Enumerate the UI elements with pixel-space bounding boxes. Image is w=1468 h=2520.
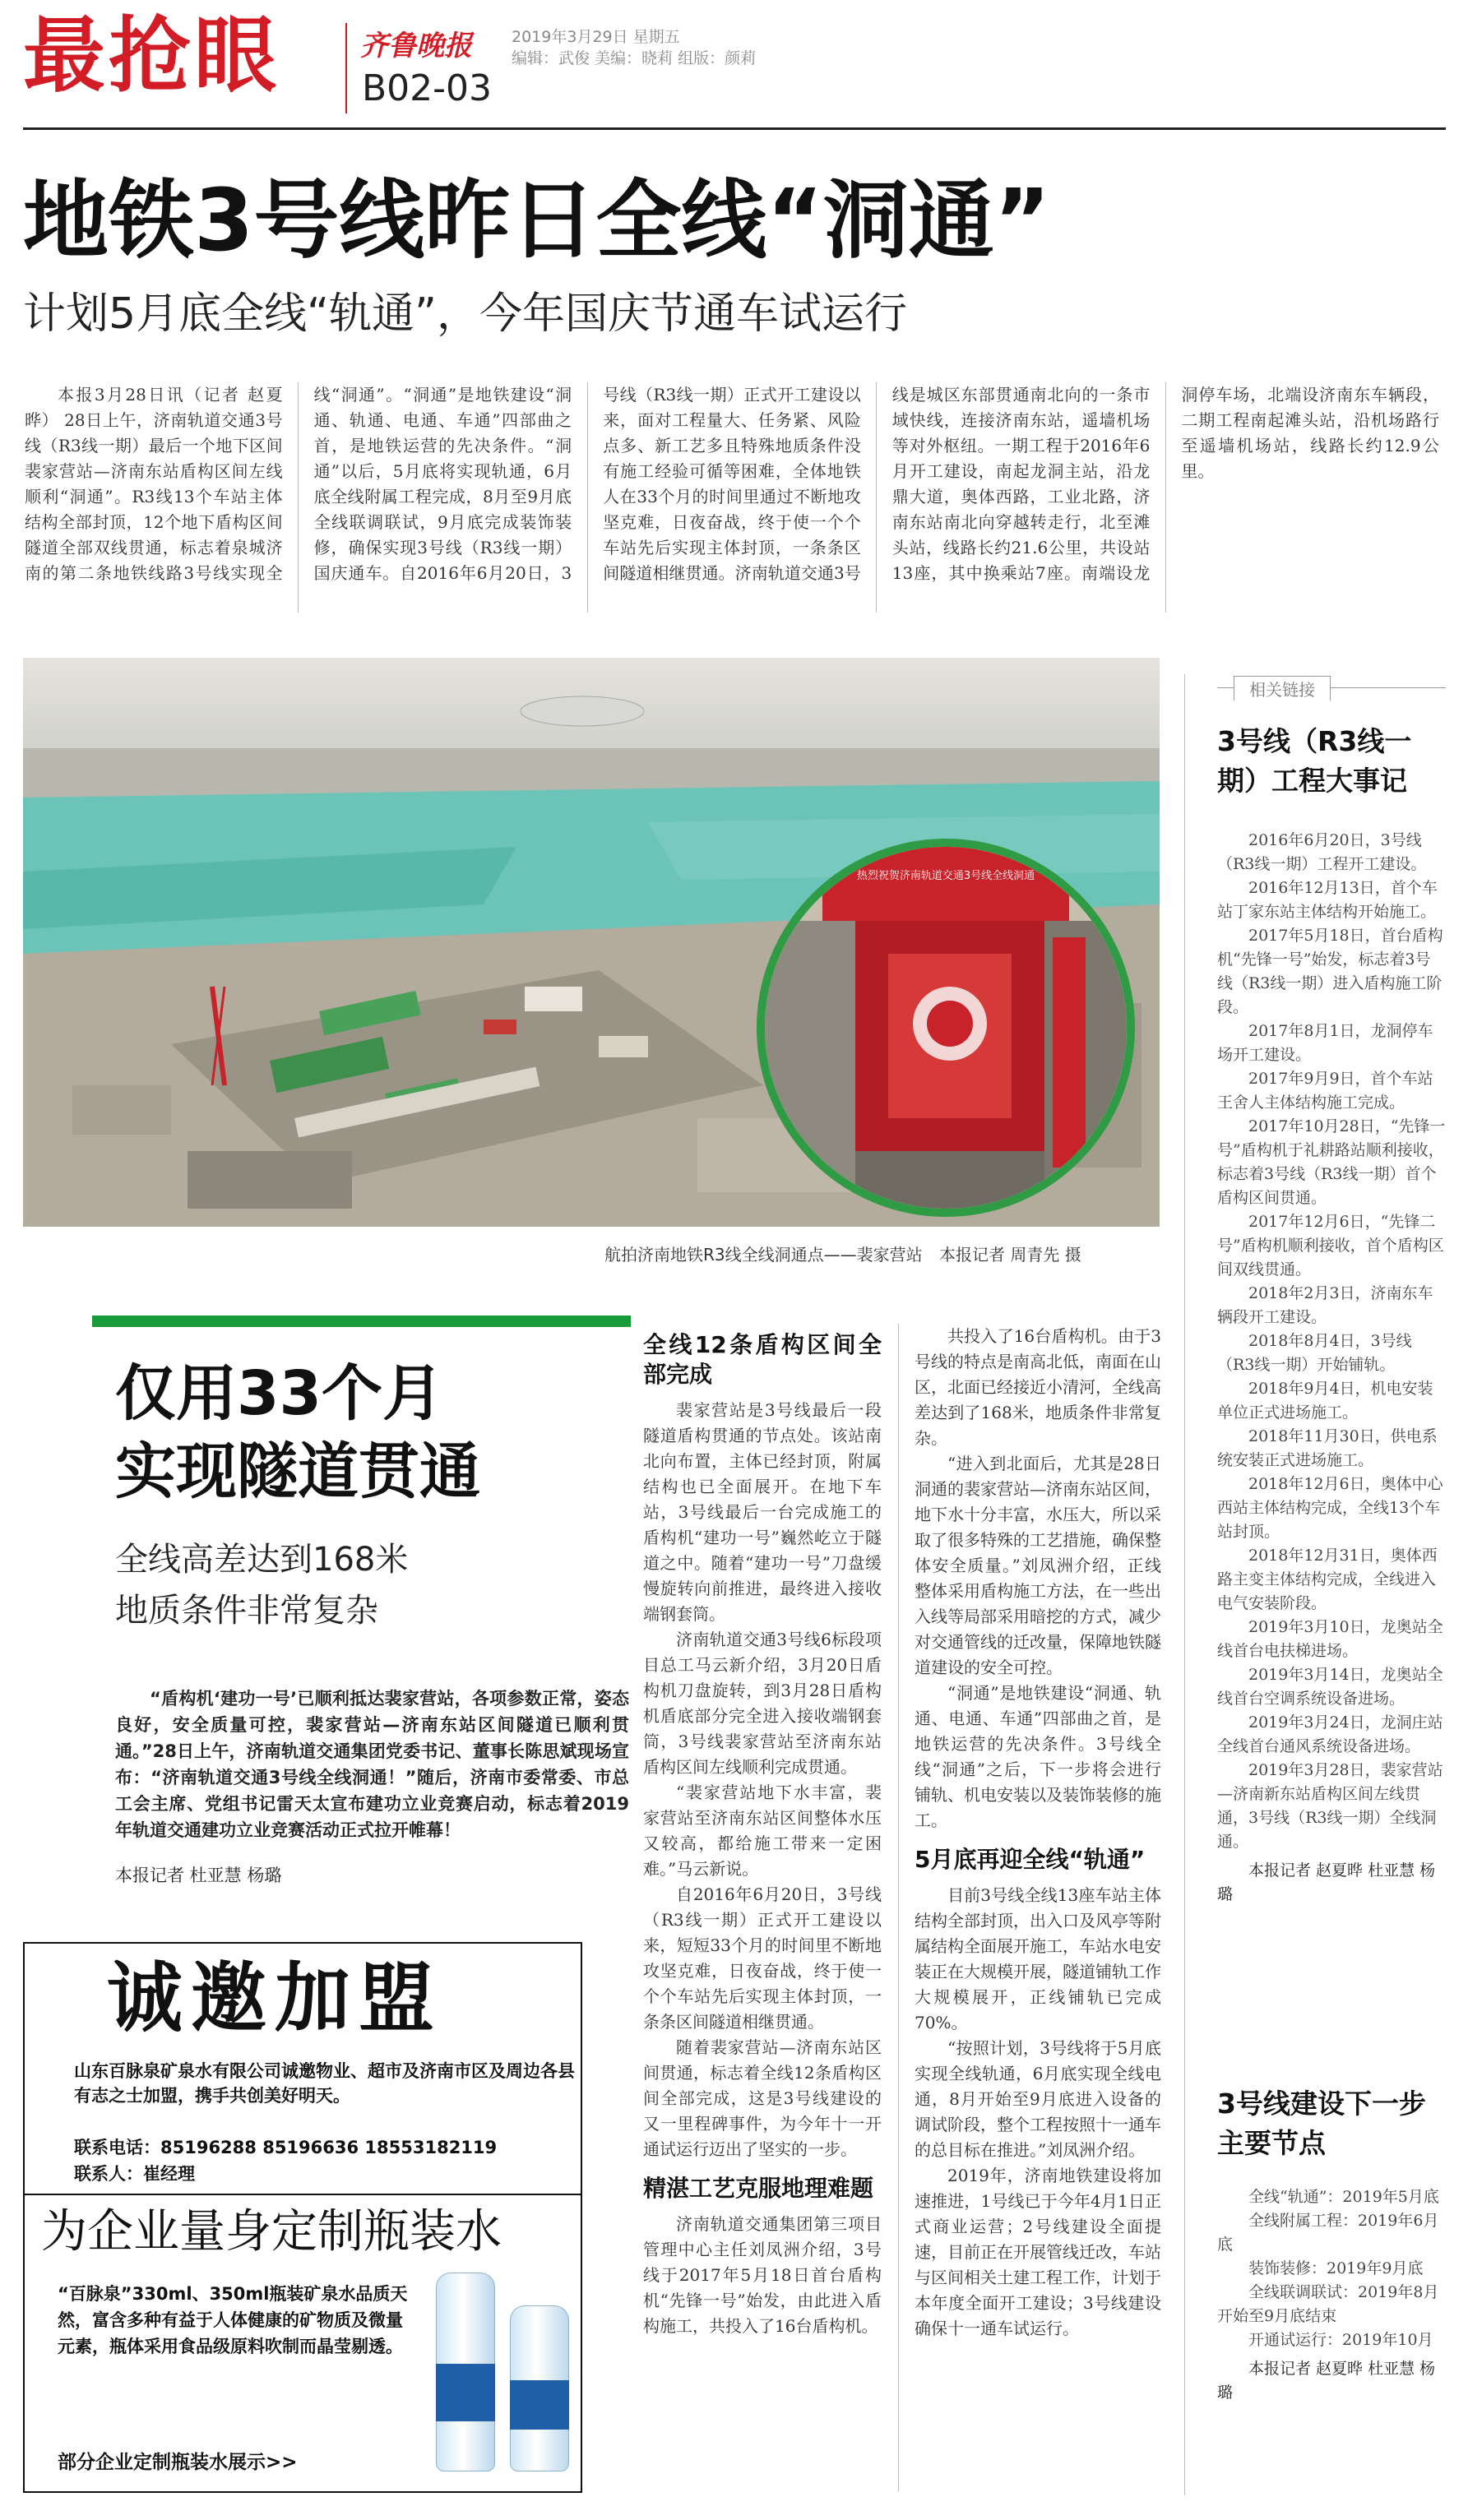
ad-title-2: 为企业量身定制瓶装水: [41, 2205, 502, 2259]
timeline-item: 2019年3月14日，龙奥站全线首台空调系统设备进场。: [1217, 1666, 1443, 1708]
next-nodes-list: [1217, 2185, 1446, 2405]
timeline-item: 2019年3月24日，龙洞庄站全线首台通风系统设备进场。: [1217, 1713, 1443, 1755]
ad-text-1: 山东百脉泉矿泉水有限公司诚邀物业、超市及济南市区及周边各县有志之士加盟，携手共创美好明天。: [74, 2061, 575, 2106]
date-line: 2019年3月29日 星期五: [512, 28, 680, 46]
water-bottle-icon: [436, 2273, 495, 2471]
timeline-item: 2017年5月18日，首台盾构机“先锋一号”始发，标志着3号线（R3线一期）进入盾构施工阶段。: [1217, 927, 1443, 1016]
sidebar-tag: 相关链接: [1234, 676, 1331, 701]
middle-subheading-1: 全线12条盾构区间全部完成: [643, 1331, 882, 1388]
feature-byline: 本报记者 杜亚慧 杨璐: [115, 1866, 282, 1885]
paragraph: 2019年，济南地铁建设将加速推进，1号线已于今年4月1日正式商业运营；2号线建设全面提速，目前正在开展管线迁改，车站与区间相关土建工程工作，计划于本年度全面开工建设；3号线建设确保十一通车试运行。: [915, 2166, 1161, 2338]
ad-contact: 联系人：崔经理: [74, 2164, 195, 2184]
timeline-list: [1217, 829, 1446, 1907]
node-item: 全线“轨通”：2019年5月底: [1248, 2188, 1439, 2206]
paragraph: 共投入了16台盾构机。由于3号线的特点是南高北低，南面在山区，北面已经接近小清河，全线高差达到了168米，地质条件非常复杂。: [915, 1326, 1161, 1448]
headline: 地铁3号线昨日全线“洞通”: [23, 170, 1051, 270]
sidebar-byline: 本报记者 赵夏晔 杜亚慧 杨璐: [1217, 2360, 1436, 2402]
right-column: [915, 1324, 1161, 2495]
timeline-item: 2017年9月9日，首个车站王舍人主体结构施工完成。: [1217, 1070, 1433, 1112]
timeline-item: 2018年8月4日，3号线（R3线一期）开始铺轨。: [1217, 1332, 1412, 1374]
masthead-divider: [345, 23, 347, 113]
timeline-item: 2018年11月30日，供电系统安装正式进场施工。: [1217, 1427, 1438, 1469]
feature-green-bar: [92, 1315, 631, 1327]
page-number: B02-03: [362, 67, 493, 109]
paper-logo: 齐鲁晚报: [360, 30, 472, 62]
subheadline: 计划5月底全线“轨通”，今年国庆节通车试运行: [23, 289, 907, 339]
lead-paragraph: 本报3月28日讯（记者 赵夏晔） 28日上午，济南轨道交通3号线（R3线一期）最后一个地下区间裴家营站—济南东站盾构区间左线顺利“洞通”。R3线13个车站主体结构全部封顶，12个地下盾构区间隧道全部双线贯通，标志着泉城济南的第二条地铁线路3号线实现全线“洞通”。“洞通”是地铁建设“洞通、轨通、电通、车通”四部曲之首，是地铁运营的先决条件。“洞通”以后，5月底将实现轨通，6月底全线附属工程完成，8月至9月底全线联调联试，9月底完成装饰装修，确保实现3号线（R3线一期）国庆通车。自2016年6月20日，3号线（R3线一期）正式开工建设以来，面对工程量大、任务紧、风险点多、新工艺多且特殊地质条件没有施工经验可循等困难，全体地铁人在33个月的时间里通过不断地攻坚克难，日夜奋战，终于使一个个车站先后实现主体封顶，一条条区间隧道相继贯通。济南轨道交通3号线是城区东部贯通南北向的一条市域快线，连接济南东站，遥墙机场等对外枢纽。一期工程于2016年6月开工建设，南起龙洞主站，沿龙鼎大道，奥体西路，工业北路，济南东站南北向穿越转走行，北至滩头站，线路长约21.6公里，共设站13座，其中换乘站7座。南端设龙洞停车场，北端设济南东车辆段，二期工程南起滩头站，沿机场路行至遥墙机场站，线路长约12.9公里。: [25, 385, 1439, 583]
sidebar-title: 3号线（R3线一期）工程大事记: [1217, 725, 1412, 797]
feature-title-line-1: 仅用33个月: [115, 1358, 443, 1429]
timeline-item: 2018年12月31日，奥体西路主变主体结构完成，全线进入电气安装阶段。: [1217, 1547, 1438, 1612]
water-bottle-icon: [510, 2305, 569, 2471]
node-item: 全线联调联试：2019年8月开始至9月底结束: [1217, 2283, 1439, 2325]
timeline-item: 2018年9月4日，机电安装单位正式进场施工。: [1217, 1380, 1433, 1422]
sidebar-title-2: 3号线建设下一步主要节点: [1217, 2088, 1426, 2159]
ad-title-1: 诚邀加盟: [107, 1954, 443, 2042]
feature-title-line-2: 实现隧道贯通: [115, 1436, 480, 1507]
timeline-item: 2017年10月28日，“先锋一号”盾构机于礼耕路站顺利接收，标志着3号线（R3线一期）首个盾构区间贯通。: [1217, 1117, 1446, 1207]
node-item: 装饰装修：2019年9月底: [1248, 2259, 1424, 2277]
sidebar-byline: 本报记者 赵夏晔 杜亚慧 杨璐: [1217, 1861, 1436, 1903]
paragraph: 济南轨道交通集团第三项目管理中心主任刘凤洲介绍，3号线于2017年5月18日首台盾构机“先锋一号”始发，由此进入盾构施工，共投入了16台盾构机。: [643, 2214, 882, 2336]
column-rule: [898, 1324, 899, 2491]
ad-text-2: “百脉泉”330ml、350ml瓶装矿泉水品质天然，富含多种有益于人体健康的矿物质及微量元素，瓶体采用食品级原料吹制而晶莹剔透。: [58, 2284, 408, 2356]
lead-article: [25, 382, 1439, 613]
timeline-item: 2019年3月28日，裴家营站—济南新东站盾构区间左线贯通，3号线（R3线一期）全线洞通。: [1217, 1761, 1443, 1851]
timeline-item: 2019年3月10日，龙奥站全线首台电扶梯进场。: [1217, 1618, 1443, 1660]
ad-box: [23, 1942, 582, 2493]
node-item: 开通试运行：2019年10月: [1248, 2331, 1433, 2349]
paragraph: 随着裴家营站—济南东站区间贯通，标志着全线12条盾构区间全部完成，这是3号线建设的又一里程碑事件，为今年十一开通试运行迈出了坚实的一步。: [643, 2037, 882, 2159]
right-subheading: 5月底再迎全线“轨通”: [915, 1846, 1146, 1873]
timeline-item: 2017年12月6日，“先锋二号”盾构机顺利接收，首个盾构区间双线贯通。: [1217, 1213, 1444, 1278]
column-rule: [1184, 674, 1185, 2495]
section-title: 最抢眼: [23, 7, 280, 104]
paragraph: 裴家营站是3号线最后一段隧道盾构贯通的节点处。该站南北向布置，主体已经封顶，附属结构也已全面展开。在地下车站，3号线最后一台完成施工的盾构机“建功一号”巍然屹立于隧道之中。随着“建功一号”刀盘缓慢旋转向前推进，最终进入接收端钢套筒。: [643, 1400, 882, 1624]
paragraph: “裴家营站地下水丰富，裴家营站至济南东站区间整体水压又较高，都给施工带来一定困难。”马云新说。: [643, 1782, 882, 1879]
inset-banner-text: 热烈祝贺济南轨道交通3号线全线洞通: [856, 870, 1035, 882]
paragraph: 目前3号线全线13座车站主体结构全部封顶，出入口及风亭等附属结构全面展开施工，车站水电安装正在大规模开展，隧道铺轨工作大规模展开，正线铺轨已完成70%。: [915, 1885, 1161, 2032]
paragraph: 济南轨道交通3号线6标段项目总工马云新介绍，3月20日盾构机刀盘旋转，到3月28日盾构机盾底部分完全进入接收端钢套筒，3号线裴家营站至济南东站盾构区间左线顺利完成贯通。: [643, 1630, 882, 1777]
timeline-item: 2017年8月1日，龙洞停车场开工建设。: [1217, 1022, 1433, 1064]
feature-lead: [115, 1685, 629, 1843]
feature-sub-line-1: 全线高差达到168米: [115, 1541, 409, 1579]
node-item: 全线附属工程：2019年6月底: [1217, 2212, 1439, 2254]
middle-subheading-2: 精湛工艺克服地理难题: [643, 2175, 874, 2202]
ad-phone: 联系电话：85196288 85196636 18553182119: [74, 2138, 498, 2157]
photo-credit: 本报记者 周青先 摄: [939, 1245, 1081, 1265]
staff-line: 编辑：武俊 美编：晓莉 组版：颜莉: [512, 49, 757, 67]
paragraph: “进入到北面后，尤其是28日洞通的裴家营站—济南东站区间，地下水十分丰富，水压大，所以采取了很多特殊的工艺措施，确保整体安全质量。”刘凤洲介绍，正线整体采用盾构施工方法，在一些出入线等局部采用暗挖的方式，减少对交通管线的迁改量，保障地铁隧道建设的安全可控。: [915, 1454, 1161, 1677]
paragraph: “洞通”是地铁建设“洞通、轨通、电通、车通”四部曲之首，是地铁运营的先决条件。3号线全线“洞通”之后，下一步将会进行铺轨、机电安装以及装饰装修的施工。: [915, 1683, 1161, 1830]
paragraph: 自2016年6月20日，3号线（R3线一期）正式开工建设以来，短短33个月的时间里不断地攻坚克难，日夜奋战，终于使一个个车站先后实现主体封顶，一条条区间隧道相继贯通。: [643, 1884, 882, 2032]
ad-divider: [25, 2194, 581, 2195]
feature-sub-line-2: 地质条件非常复杂: [115, 1592, 378, 1630]
shaft-inset-graphic: [765, 847, 1127, 1209]
timeline-item: 2016年6月20日，3号线（R3线一期）工程开工建设。: [1217, 831, 1427, 873]
middle-column: [643, 1330, 882, 2498]
paragraph: “按照计划，3号线将于5月底实现全线轨通，6月底实现全线电通，8月开始至9月底进入设备的调试阶段，整个工程按照十一通车的总目标在推进。”刘凤洲介绍。: [915, 2038, 1161, 2160]
shaft-inset-photo: [757, 839, 1135, 1217]
feature-lead-text: “盾构机‘建功一号’已顺利抵达裴家营站，各项参数正常，姿态良好，安全质量可控，裴家营站—济南东站区间隧道已顺利贯通。”28日上午，济南轨道交通集团党委书记、董事长陈思斌现场宣布：“济南轨道交通3号线全线洞通！”随后，济南市委常委、市总工会主席、党组书记雷天太宣布建功立业竞赛启动，标志着2019年轨道交通建功立业竞赛活动正式拉开帷幕！: [115, 1689, 629, 1840]
timeline-item: 2018年12月6日，奥体中心西站主体结构完成，全线13个车站封顶。: [1217, 1475, 1443, 1541]
aerial-photo: [23, 658, 1160, 1227]
masthead-rule: [23, 127, 1446, 130]
timeline-item: 2018年2月3日，济南东车辆段开工建设。: [1217, 1284, 1433, 1326]
ad-footer: 部分企业定制瓶装水展示>>: [58, 2452, 298, 2473]
photo-caption: 航拍济南地铁R3线全线洞通点——裴家营站: [604, 1245, 923, 1265]
timeline-item: 2016年12月13日，首个车站丁家东站主体结构开始施工。: [1217, 879, 1438, 921]
